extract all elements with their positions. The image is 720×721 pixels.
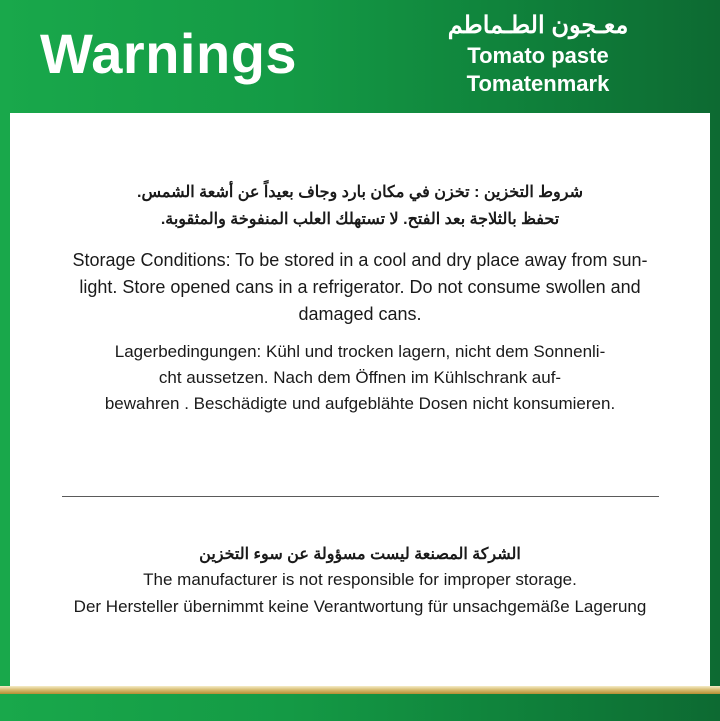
storage-arabic-line: تحفظ بالثلاجة بعد الفتح. لا تستهلك العلب المنفوخة والمثقوبة. (160, 211, 560, 228)
storage-german-line: cht aussetzen. Nach dem Öffnen im Kühlschrank auf- (158, 368, 562, 387)
storage-english-line: damaged cans. (298, 304, 422, 324)
section-divider (62, 496, 659, 497)
gold-border-strip (0, 686, 720, 694)
storage-conditions-german (10, 339, 710, 417)
product-name-german: Tomatenmark (466, 71, 610, 96)
storage-english-line: light. Store opened cans in a refrigerator. Do not consume swollen and (79, 277, 641, 297)
storage-german-line: Lagerbedingungen: Kühl und trocken lagern, nicht dem Sonnenli- (114, 342, 606, 361)
product-name-english: Tomato paste (467, 43, 609, 68)
storage-german-line: bewahren . Beschädigte und aufgeblähte Dosen nicht konsumieren. (104, 394, 616, 413)
storage-arabic-line: شروط التخزين : تخزن في مكان بارد وجاف بعيداً عن أشعة الشمس. (137, 184, 583, 201)
product-name-block (428, 10, 648, 98)
responsibility-arabic: الشركة المصنعة ليست مسؤولة عن سوء التخزين (199, 546, 521, 563)
responsibility-english: The manufacturer is not responsible for improper storage. (143, 570, 577, 589)
responsibility-german: Der Hersteller übernimmt keine Verantwortung für unsachgemäße Lagerung (73, 597, 647, 616)
storage-conditions-english (10, 247, 710, 328)
page-title: Warnings (40, 22, 298, 85)
green-footer-band (0, 694, 720, 721)
warnings-panel (10, 113, 710, 686)
storage-conditions-arabic (10, 179, 710, 233)
storage-english-line: Storage Conditions: To be stored in a cool and dry place away from sun- (72, 250, 648, 270)
product-name-arabic: معـجون الطـماطم (447, 12, 629, 39)
